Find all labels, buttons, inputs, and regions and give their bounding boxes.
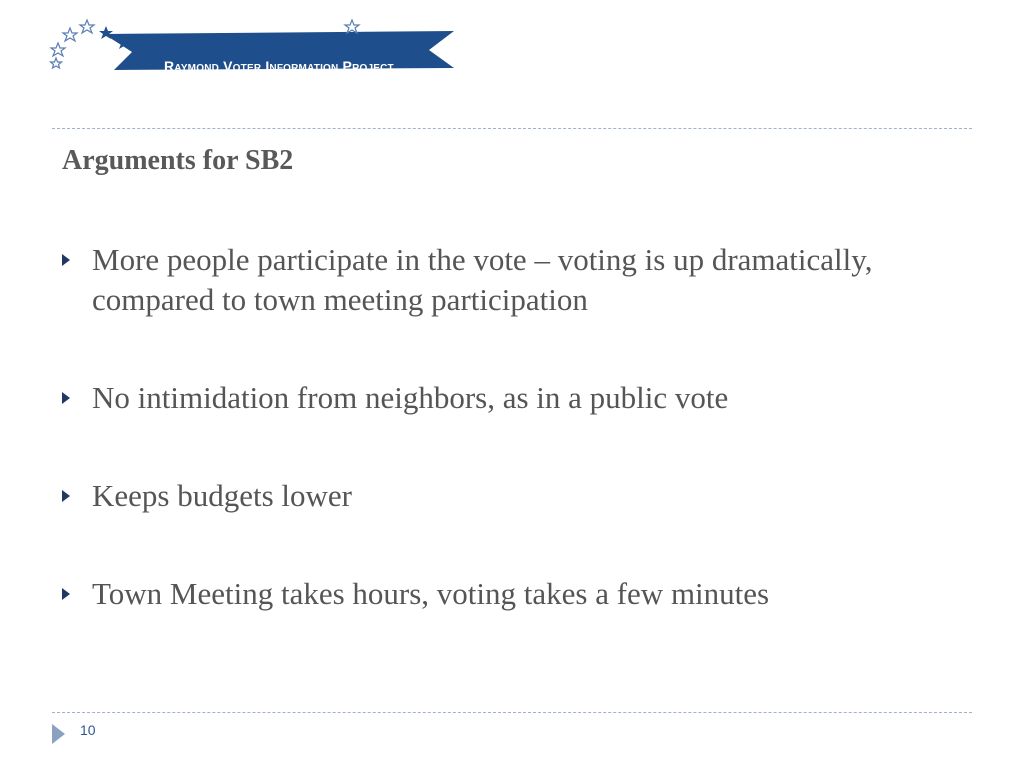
bullet-text: No intimidation from neighbors, as in a public vote [92, 380, 729, 415]
triangle-bullet-icon [62, 588, 70, 600]
slide-title: Arguments for SB2 [62, 145, 294, 176]
bullet-item [62, 240, 962, 320]
bullet-text: Keeps budgets lower [92, 478, 352, 513]
bullet-item [62, 476, 962, 516]
bottom-divider [52, 712, 972, 713]
footer-triangle-icon [52, 724, 65, 744]
page-number: 10 [80, 722, 96, 738]
triangle-bullet-icon [62, 490, 70, 502]
bullet-item [62, 574, 962, 614]
triangle-bullet-icon [62, 392, 70, 404]
raymond-voter-logo [44, 14, 464, 76]
bullet-text: More people participate in the vote – voting is up dramatically, compared to town meeting participation [92, 242, 873, 317]
logo-text: Raymond Voter Information Project [164, 58, 394, 74]
bullet-item [62, 378, 962, 418]
bullet-list [62, 240, 962, 672]
bullet-text: Town Meeting takes hours, voting takes a few minutes [92, 576, 770, 611]
triangle-bullet-icon [62, 254, 70, 266]
top-divider [52, 128, 972, 129]
